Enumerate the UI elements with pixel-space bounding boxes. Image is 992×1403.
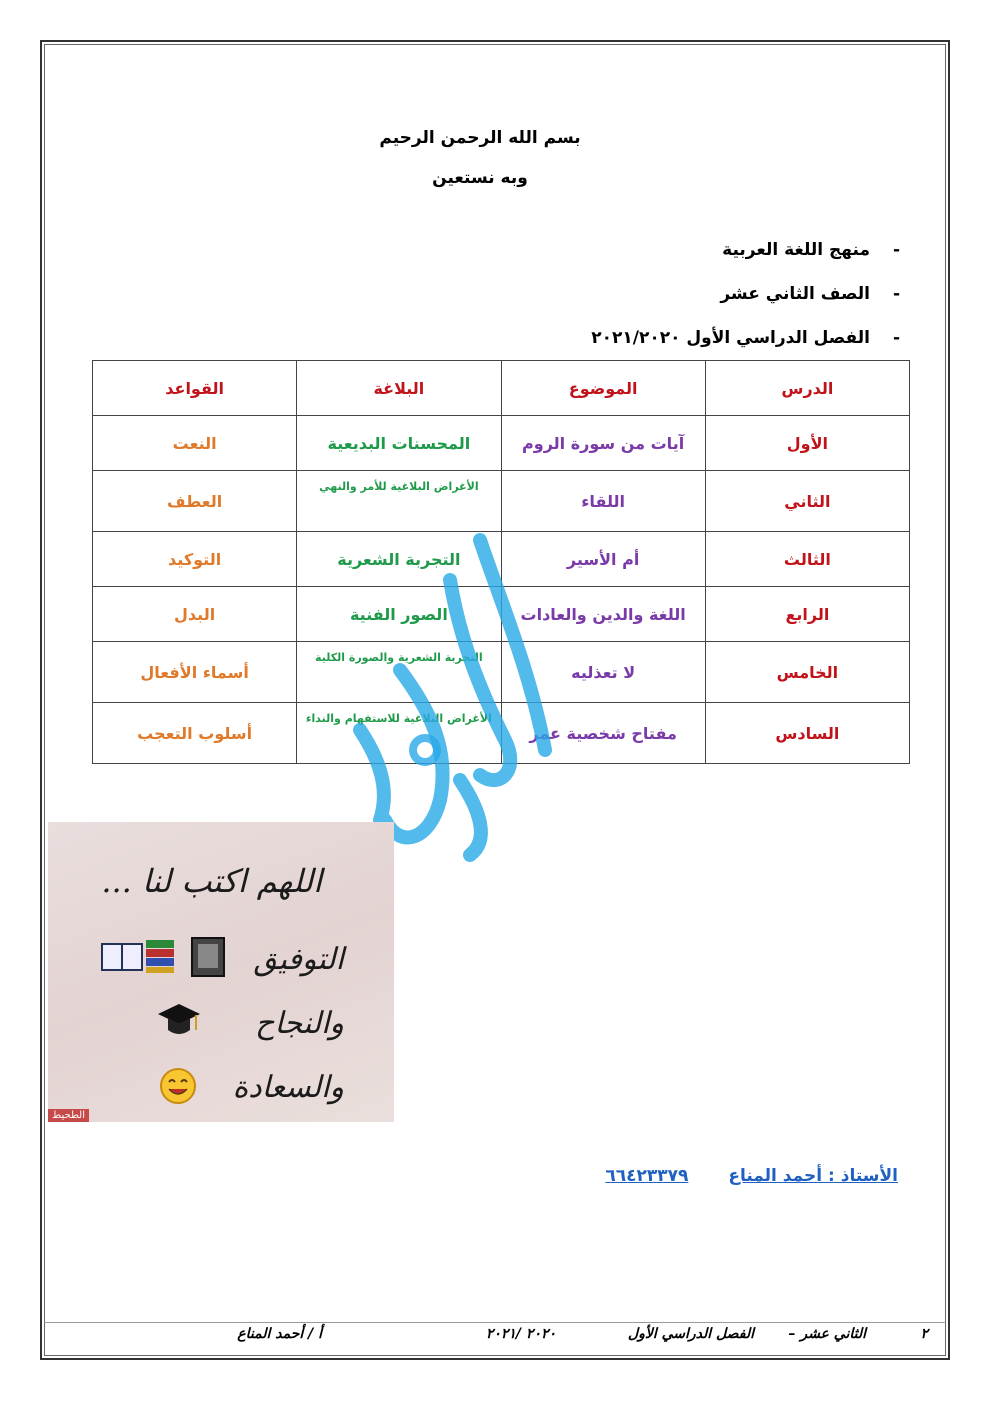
table-row xyxy=(93,587,910,642)
basmala-heading: بسم الله الرحمن الرحيم xyxy=(379,128,581,148)
cell-grammar: النعت xyxy=(93,416,297,471)
cell-rhetoric: التجربة الشعرية والصورة الكلية xyxy=(297,642,501,703)
cell-grammar: العطف xyxy=(93,471,297,532)
prayer-card xyxy=(48,822,394,1122)
smiley-icon xyxy=(158,1066,198,1106)
cell-rhetoric: المحسنات البديعية xyxy=(297,416,501,471)
graduation-cap-icon xyxy=(156,1000,202,1040)
cell-grammar: أسلوب التعجب xyxy=(93,703,297,764)
info-item: -الصف الثاني عشر xyxy=(720,284,900,304)
card-line-2: التوفيق xyxy=(253,942,344,977)
teacher-name: الأستاذ : أحمد المناع xyxy=(728,1166,898,1186)
books-icon xyxy=(100,934,230,978)
cell-topic: مفتاح شخصية عمر xyxy=(501,703,705,764)
teacher-phone: ٦٦٤٢٣٣٧٩ xyxy=(605,1166,689,1186)
curriculum-table xyxy=(92,360,910,764)
cell-lesson: الرابع xyxy=(705,587,909,642)
footer-page-number: ٢ xyxy=(920,1326,928,1342)
footer-divider xyxy=(44,1322,946,1323)
subheading: وبه نستعين xyxy=(432,168,528,188)
card-line-1: اللهم اكتب لنا ... xyxy=(101,862,322,900)
cell-grammar: التوكيد xyxy=(93,532,297,587)
cell-topic: اللغة والدين والعادات xyxy=(501,587,705,642)
cell-topic: أم الأسير xyxy=(501,532,705,587)
card-line-4: والسعادة xyxy=(232,1070,344,1105)
header-grammar: القواعد xyxy=(93,361,297,416)
cell-rhetoric: الأغراض البلاغية للأمر والنهي xyxy=(297,471,501,532)
table-row xyxy=(93,703,910,764)
cell-lesson: الأول xyxy=(705,416,909,471)
header-rhetoric: البلاغة xyxy=(297,361,501,416)
footer-author: أ / أحمد المناع xyxy=(237,1326,322,1342)
cell-grammar: أسماء الأفعال xyxy=(93,642,297,703)
cell-lesson: الثاني xyxy=(705,471,909,532)
footer-semester: الفصل الدراسي الأول xyxy=(627,1326,754,1342)
table-row xyxy=(93,471,910,532)
cell-rhetoric: الصور الفنية xyxy=(297,587,501,642)
cell-lesson: الثالث xyxy=(705,532,909,587)
cell-lesson: الخامس xyxy=(705,642,909,703)
info-item: -الفصل الدراسي الأول ٢٠٢١/٢٠٢٠ xyxy=(591,328,900,348)
cell-rhetoric: الأغراض البلاغية للاستفهام والنداء xyxy=(297,703,501,764)
card-line-3: والنجاح xyxy=(255,1006,344,1041)
table-row xyxy=(93,532,910,587)
cell-grammar: البدل xyxy=(93,587,297,642)
table-row xyxy=(93,642,910,703)
cell-rhetoric: التجربة الشعرية xyxy=(297,532,501,587)
cell-topic: آيات من سورة الروم xyxy=(501,416,705,471)
teacher-contact[interactable] xyxy=(605,1166,898,1186)
footer-grade: الثاني عشر – xyxy=(788,1326,866,1342)
header-lesson: الدرس xyxy=(705,361,909,416)
info-list xyxy=(591,232,900,364)
cell-topic: لا تعذليه xyxy=(501,642,705,703)
table-row xyxy=(93,416,910,471)
info-item: -منهج اللغة العربية xyxy=(722,240,900,260)
footer-year: ٢٠٢٠ /٢٠٢١ xyxy=(485,1326,556,1342)
header-topic: الموضوع xyxy=(501,361,705,416)
table-header-row xyxy=(93,361,910,416)
cell-lesson: السادس xyxy=(705,703,909,764)
card-logo: الطحيط xyxy=(48,1109,89,1122)
cell-topic: اللقاء xyxy=(501,471,705,532)
